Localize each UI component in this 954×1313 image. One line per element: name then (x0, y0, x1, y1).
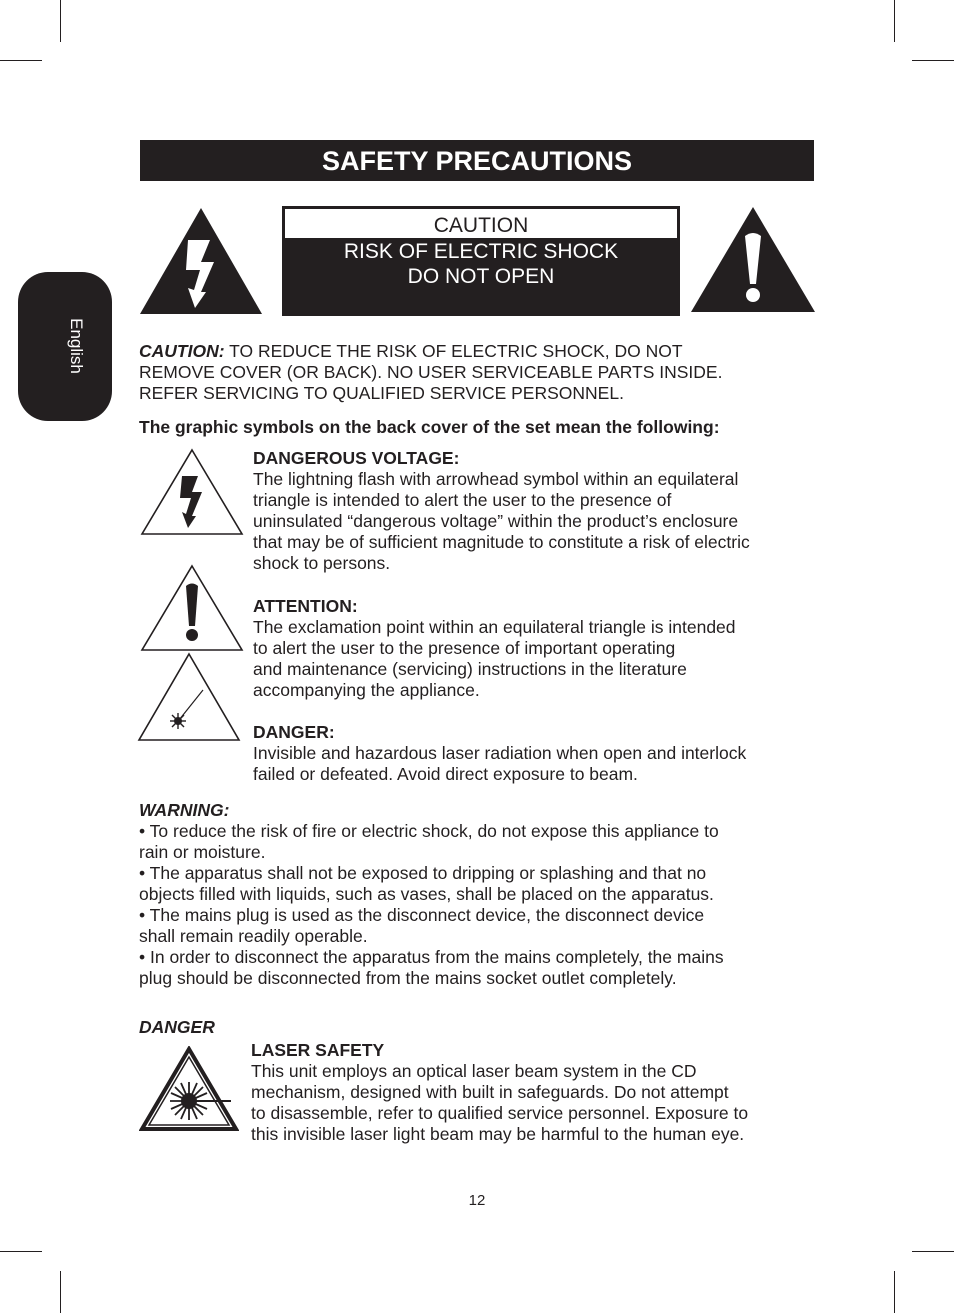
crop-mark (0, 60, 42, 61)
dangerous-voltage-text: DANGEROUS VOLTAGE: The lightning flash with arrowhead symbol within an equilateral triangle is intended to alert the user to the presence of uninsulated “dangerous voltage” within the product’s enclosure that may be of sufficient magnitude to constitute a risk of electric shock to persons. (253, 448, 750, 573)
caution-paragraph: CAUTION: TO REDUCE THE RISK OF ELECTRIC SHOCK, DO NOT REMOVE COVER (OR BACK). NO USER SERVICEABLE PARTS INSIDE. REFER SERVICING TO QUALIFIED SERVICE PERSONNEL. (139, 341, 723, 403)
caution-label-line: RISK OF ELECTRIC SHOCK (343, 240, 619, 263)
dangerous-voltage-heading: DANGEROUS VOLTAGE: (253, 448, 460, 468)
crop-mark (894, 1271, 895, 1313)
laser-danger-heading: DANGER: (253, 722, 335, 742)
caution-label-heading: CAUTION (285, 209, 677, 238)
crop-mark (60, 0, 61, 42)
warning-section: WARNING: • To reduce the risk of fire or electric shock, do not expose this appliance to rain or moisture. • The apparatus shall not be exposed to dripping or splashing and that no objects filled with liquids, such as vases, shall be placed on the apparatus. • The mains plug is used as the disconnect device, the disconnect device shall remain readily operable. • In order to disconnect the apparatus from the mains completely, the mains plug should be disconnected from the mains socket outlet completely. (139, 800, 724, 988)
crop-mark (912, 60, 954, 61)
laser-safety-heading: LASER SAFETY (251, 1040, 385, 1060)
page-number: 12 (468, 1192, 486, 1209)
warning-heading: WARNING: (139, 800, 230, 820)
laser-radiation-icon (139, 1046, 239, 1132)
attention-text: ATTENTION: The exclamation point within an equilateral triangle is intended to alert the user to the presence of important operating and maintenance (servicing) instructions in the literature accompanying the appliance. (253, 596, 736, 700)
crop-mark (912, 1251, 954, 1252)
danger-heading: DANGER (139, 1017, 215, 1037)
laser-warning-icon (137, 652, 241, 742)
language-tab (18, 272, 112, 421)
exclamation-warning-icon (140, 564, 244, 652)
page-title: SAFETY PRECAUTIONS (140, 140, 814, 181)
lightning-warning-icon (140, 448, 244, 536)
crop-mark (0, 1251, 42, 1252)
caution-label-line: DO NOT OPEN (407, 265, 555, 288)
lightning-warning-icon (138, 206, 264, 316)
caution-paragraph-label: CAUTION: (139, 341, 225, 361)
crop-mark (894, 0, 895, 42)
caution-label-box (282, 206, 680, 316)
language-tab-label: English (67, 318, 86, 374)
symbols-intro: The graphic symbols on the back cover of the set mean the following: (139, 417, 720, 437)
exclamation-warning-icon (690, 206, 816, 314)
attention-heading: ATTENTION: (253, 596, 358, 616)
crop-mark (60, 1271, 61, 1313)
laser-safety-text: LASER SAFETY This unit employs an optical laser beam system in the CD mechanism, designed with built in safeguards. Do not attempt to disassemble, refer to qualified service personnel. Exposure to this invisible laser light beam may be harmful to the human eye. (251, 1040, 749, 1144)
laser-danger-text: DANGER: Invisible and hazardous laser radiation when open and interlock failed or defeated. Avoid direct exposure to beam. (253, 722, 747, 784)
